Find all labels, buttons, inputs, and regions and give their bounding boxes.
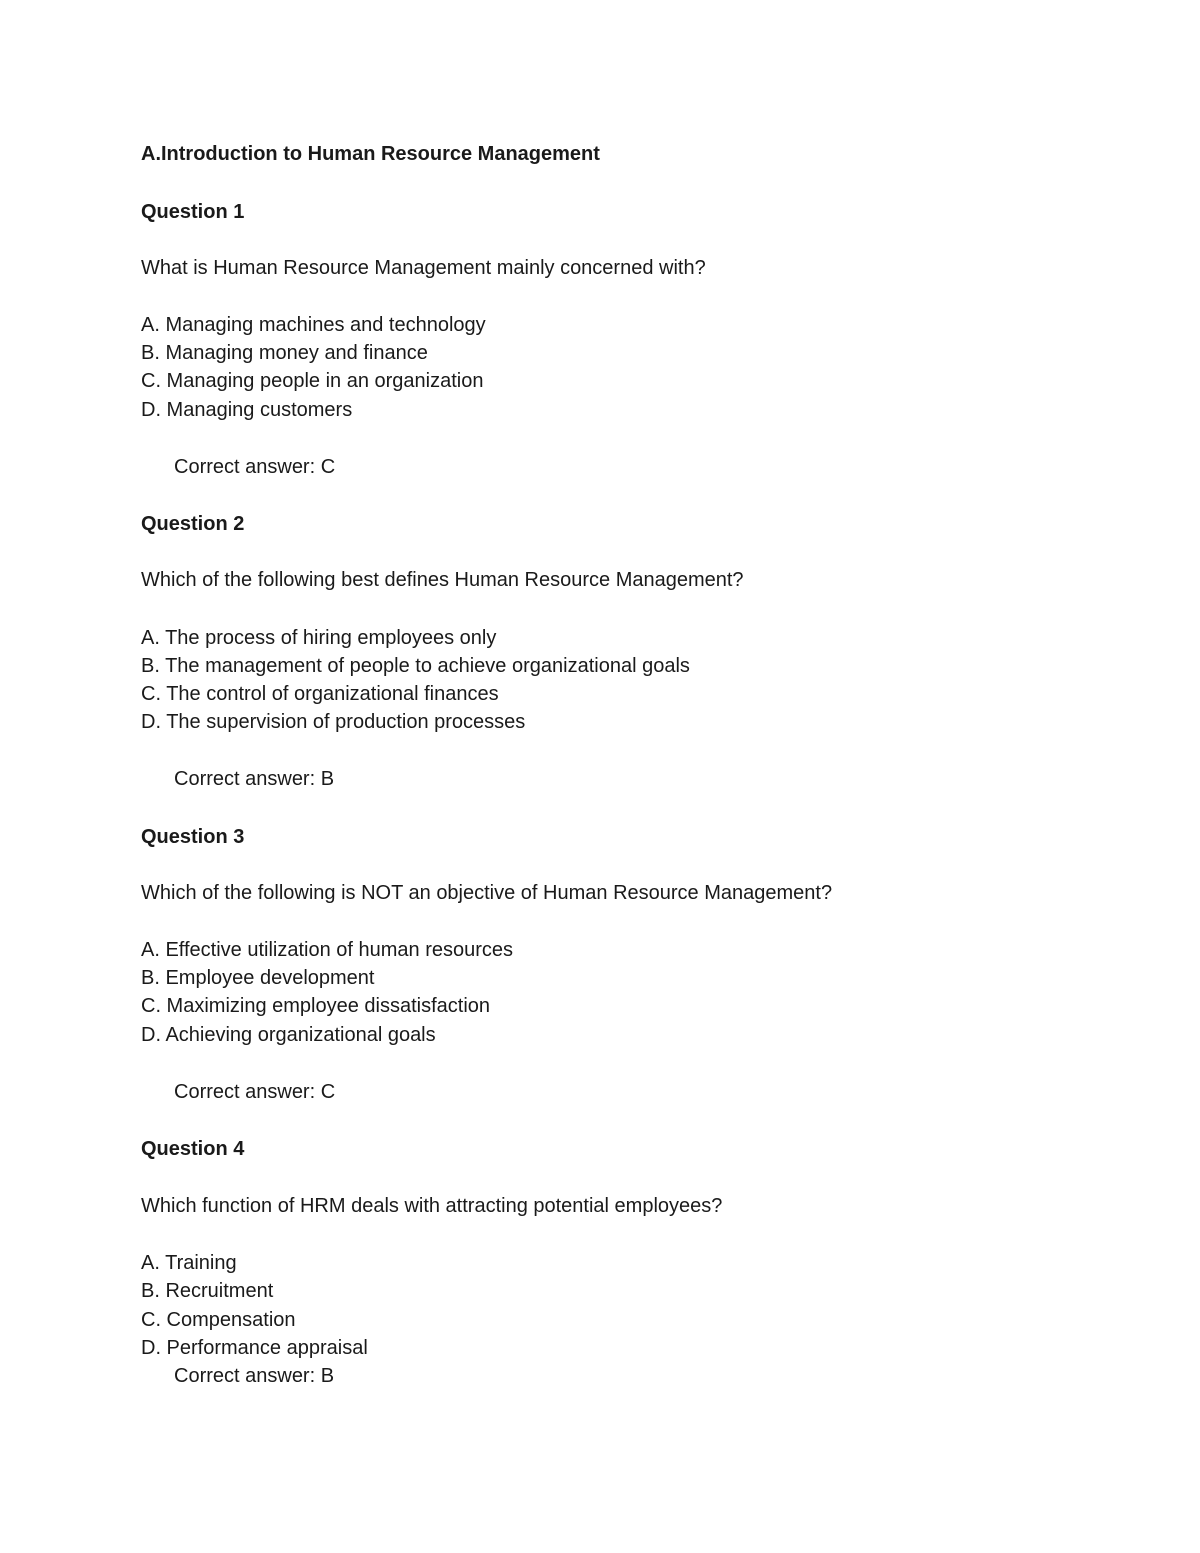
correct-answer: Correct answer: B bbox=[174, 1365, 335, 1387]
answer-option: C. The control of organizational finances bbox=[141, 683, 499, 705]
answer-option: A. Training bbox=[141, 1252, 237, 1274]
question-heading: Question 3 bbox=[141, 826, 245, 848]
answer-option: B. Employee development bbox=[141, 967, 375, 989]
section-title: A.Introduction to Human Resource Management bbox=[141, 143, 600, 165]
answer-option: D. Performance appraisal bbox=[141, 1337, 368, 1359]
question-heading: Question 1 bbox=[141, 201, 245, 223]
question-prompt: Which function of HRM deals with attracting potential employees? bbox=[141, 1195, 723, 1217]
answer-option: C. Maximizing employee dissatisfaction bbox=[141, 995, 491, 1017]
question-prompt: What is Human Resource Management mainly concerned with? bbox=[141, 257, 706, 279]
correct-answer: Correct answer: C bbox=[174, 456, 336, 478]
answer-option: C. Compensation bbox=[141, 1309, 296, 1331]
question-heading: Question 4 bbox=[141, 1138, 245, 1160]
answer-option: D. Achieving organizational goals bbox=[141, 1024, 436, 1046]
correct-answer: Correct answer: C bbox=[174, 1081, 336, 1103]
answer-option: D. The supervision of production processes bbox=[141, 711, 526, 733]
answer-option: B. The management of people to achieve organizational goals bbox=[141, 655, 690, 677]
answer-option: D. Managing customers bbox=[141, 399, 353, 421]
answer-option: A. Effective utilization of human resources bbox=[141, 939, 514, 961]
question-prompt: Which of the following best defines Human Resource Management? bbox=[141, 569, 744, 591]
answer-option: A. Managing machines and technology bbox=[141, 314, 486, 336]
question-prompt: Which of the following is NOT an objective of Human Resource Management? bbox=[141, 882, 833, 904]
correct-answer: Correct answer: B bbox=[174, 768, 335, 790]
question-heading: Question 2 bbox=[141, 513, 245, 535]
answer-option: C. Managing people in an organization bbox=[141, 370, 484, 392]
answer-option: B. Recruitment bbox=[141, 1280, 274, 1302]
answer-option: B. Managing money and finance bbox=[141, 342, 428, 364]
answer-option: A. The process of hiring employees only bbox=[141, 627, 497, 649]
